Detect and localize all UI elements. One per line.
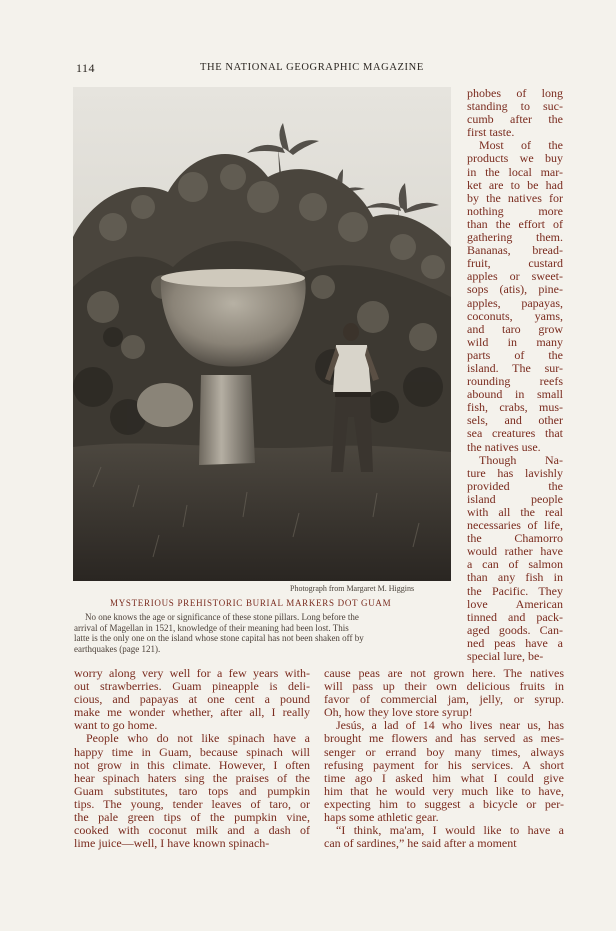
text-line: provided the [467, 478, 563, 493]
text-line: favor of commercial jam, jelly, or syrup. [324, 692, 564, 707]
caption-body [74, 612, 450, 654]
text-line: Though Na- [479, 452, 563, 467]
text-line: cooked with coconut milk and a dash of [74, 823, 310, 838]
text-line: phobes of long [467, 86, 563, 100]
text-line: rounding reefs [467, 374, 563, 389]
text-line: hear spinach haters sing the praises of the [74, 770, 310, 785]
caption-line: No one knows the age or significance of these stone pillars. Long before the [85, 612, 359, 622]
text-line: haps some athletic gear. [324, 810, 439, 825]
text-line: wild in many [467, 334, 563, 349]
text-line: the natives use. [467, 439, 541, 454]
text-line: parts of the [467, 347, 563, 362]
text-line: expecting him to suggest a bicycle or per- [324, 796, 564, 811]
photo-credit: Photograph from Margaret M. Higgins [290, 584, 415, 593]
text-line: sops (atis), pine- [467, 282, 563, 297]
text-line: happy time in Guam, because spinach will [74, 744, 310, 759]
text-line: him that he would very much like to have, [324, 783, 564, 798]
text-line: cious, and papayas at one cent a pound [74, 692, 310, 707]
text-line: fish, crabs, mus- [467, 400, 563, 415]
caption-line: earthquakes (page 121). [74, 643, 161, 654]
text-line: want to go home. [74, 718, 158, 733]
text-line: nothing more [467, 203, 563, 218]
text-line: standing to suc- [467, 99, 563, 114]
text-line: refusing payment for his services. A short [324, 757, 564, 772]
text-line: Bananas, bread- [467, 243, 563, 258]
text-line: not grow in this climate. However, I often [74, 757, 310, 772]
caption-title: MYSTERIOUS PREHISTORIC BURIAL MARKERS DOT GUAM [110, 598, 392, 608]
text-line: Oh, how they love store syrup! [324, 705, 473, 720]
text-line: sea creatures that [467, 426, 563, 441]
text-line: love American [467, 596, 563, 611]
text-line: Most of the [479, 138, 563, 153]
text-line: the Pacific. They [467, 583, 563, 598]
text-line: apples or sweet- [467, 269, 563, 284]
text-line: the pale green tips of the pumpkin vine, [74, 810, 310, 825]
stone-pillar-photo [73, 87, 451, 581]
text-line: would rather have [467, 544, 563, 559]
text-line: can of sardines,” he said after a moment [324, 836, 517, 851]
text-line: island people [467, 491, 563, 506]
text-line: the Chamorro [467, 531, 563, 546]
text-line: “I think, ma'am, I would like to have a [336, 823, 564, 838]
text-line: worry along very well for a few years with- [74, 666, 310, 680]
text-line: with all the real [467, 505, 563, 519]
text-line: cause peas are not grown here. The natives [324, 666, 564, 680]
text-line: and taro grow [467, 321, 563, 336]
text-line: in the local mar- [467, 164, 563, 179]
running-head: THE NATIONAL GEOGRAPHIC MAGAZINE [200, 62, 424, 73]
page-number: 114 [76, 61, 96, 75]
text-line: first taste. [467, 125, 515, 140]
text-line: aged goods. Can- [467, 622, 563, 637]
text-line: gathering them. [467, 230, 563, 245]
text-line: tinned and pack- [467, 609, 563, 624]
text-line: than any fish in [467, 570, 563, 585]
text-line: island. The sur- [467, 360, 563, 375]
text-line: ned peas have a [467, 635, 563, 650]
text-line: ture has lavishly [467, 465, 563, 480]
text-line: will pass up their own delicious fruits in [324, 679, 564, 694]
text-line: a can of salmon [467, 557, 563, 572]
text-line: Guam substitutes, taro tops and pumpkin [74, 783, 310, 798]
caption-line: arrival of Magellan in 1521, knowledge of their meaning had been lost. This [74, 622, 349, 633]
text-line: sels, and other [467, 413, 563, 428]
text-line: products we buy [467, 151, 563, 166]
text-line: time ago I asked him what I could give [324, 770, 564, 785]
text-line: brought me flowers and has served as mes- [324, 731, 564, 746]
text-line: than the effort of [467, 216, 563, 231]
text-line: make me wonder whether, after all, I really [74, 705, 310, 720]
text-line: by the natives for [467, 190, 563, 205]
article-left-column [74, 667, 310, 850]
text-line: lime juice—well, I have known spinach- [74, 836, 270, 851]
text-line: People who do not like spinach have a [86, 731, 310, 746]
text-line: senger or errand boy many times, always [324, 744, 564, 759]
text-line: out strawberries. Guam pineapple is deli- [74, 679, 310, 694]
text-line: apples, papayas, [467, 295, 563, 310]
text-line: abound in small [467, 387, 563, 402]
text-line: fruit, custard [467, 256, 563, 271]
article-right-column [467, 87, 563, 663]
caption-line: latte is the only one on the island whose stone capital has not been shaken off by [74, 633, 364, 644]
article-middle-column [324, 667, 564, 850]
text-line: cumb after the [467, 112, 563, 127]
text-line: ket are to be had [467, 177, 563, 192]
text-line: necessaries of life, [467, 518, 563, 533]
text-line: tips. The young, tender leaves of taro, or [74, 796, 310, 811]
text-line: Jesús, a lad of 14 who lives near us, has [336, 718, 564, 733]
text-line: coconuts, yams, [467, 308, 563, 323]
text-line: special lure, be- [467, 649, 544, 664]
